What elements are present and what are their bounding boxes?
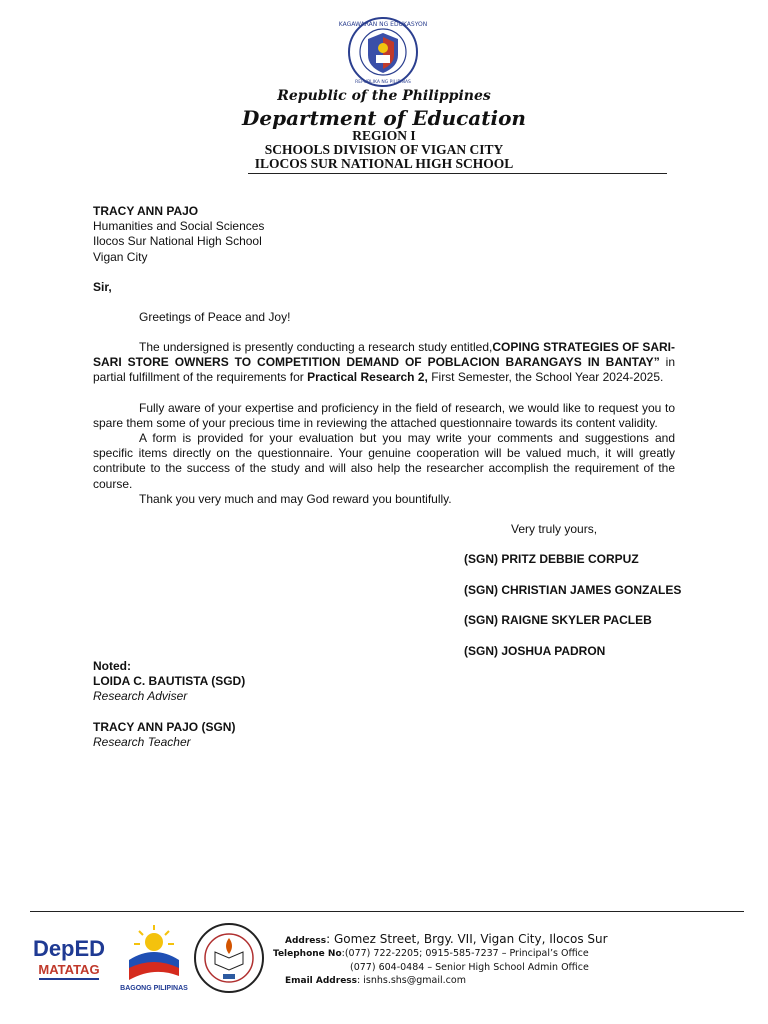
signatory: (SGN) RAIGNE SKYLER PACLEB [464,613,652,627]
paragraph-request: Fully aware of your expertise and proficiency in the field of research, we would like to request you to spare them some of your precious time in reviewing the attached questionnaire towards its content validity. [93,401,675,431]
p1-lead: The undersigned is presently conducting a research study entitled, [139,340,493,354]
teacher-name: TRACY ANN PAJO (SGN) [93,720,236,734]
address-label: Address [285,936,327,946]
seal-text: KAGAWARAN NG EDUKASYON [338,21,428,28]
school-line: ILOCOS SUR NATIONAL HIGH SCHOOL [254,156,514,171]
footer-telephone-2: (077) 604-0484 – Senior High School Admin Office [350,962,589,973]
deped-logo-text: DepED [32,936,106,961]
course-name: Practical Research 2, [307,370,428,385]
bagong-pilipinas-logo [119,922,189,992]
thanks-line: Thank you very much and may God reward you bountifully. [139,492,452,506]
footer-address [285,932,608,946]
study-title: COPING STRATEGIES OF SARI-SARI STORE OWNERS TO COMPETITION DEMAND OF POBLACION BARANGAYS IN BANTAY” [93,340,675,370]
deped-seal-logo [338,17,428,87]
deped-matatag-logo [31,930,107,986]
matatag-logo-text: MATATAG [38,962,100,977]
recipient-school: Ilocos Sur National High School [93,234,262,249]
greeting: Greetings of Peace and Joy! [139,310,291,324]
noted-block [93,659,245,705]
paragraph-form: A form is provided for your evaluation but you may write your comments and suggestions and specific items directly on the questionnaire. Your genuine cooperation will be valued much, it will greatly contribute to the success of the study and will also help the researcher accomplish the requirement of the course. [93,431,675,491]
region-line: REGION I [352,128,416,143]
seal-subtext: REPUBLIKA NG PILIPINAS [355,80,411,85]
school-seal-logo [193,922,265,994]
adviser-name: LOIDA C. BAUTISTA (SGD) [93,674,246,689]
closing: Very truly yours, [511,522,598,536]
adviser-role: Research Adviser [93,689,188,704]
footer-telephone [273,948,589,959]
email-label: Email Address [285,976,358,986]
p1-end: First Semester, the School Year 2024-2025. [427,370,664,385]
division-line: SCHOOLS DIVISION OF VIGAN CITY [264,142,504,157]
p1-mid: in partial fulfillment of the requirements for [93,355,675,385]
email-value: : isnhs.shs@gmail.com [357,975,466,986]
footer-divider [30,911,744,912]
signatory: (SGN) PRITZ DEBBIE CORPUZ [464,552,639,566]
signatory: (SGN) JOSHUA PADRON [464,644,606,658]
recipient-name: TRACY ANN PAJO [93,204,199,218]
republic-line: Republic of the Philippines [277,88,491,104]
footer-email [285,975,466,986]
recipient-city: Vigan City [93,249,148,264]
header-divider [248,173,667,174]
teacher-role: Research Teacher [93,735,191,750]
teacher-block [93,720,235,750]
recipient-block [93,204,264,265]
telephone-value: :(077) 722-2205; 0915-585-7237 – Principal’s Office [341,948,589,959]
bagong-logo-text: BAGONG PILIPINAS [120,985,188,992]
recipient-dept: Humanities and Social Sciences [93,219,265,234]
salutation: Sir, [93,280,112,294]
address-value: : Gomez Street, Brgy. VII, Vigan City, Ilocos Sur [326,932,608,946]
noted-label: Noted: [93,659,131,673]
signatory: (SGN) CHRISTIAN JAMES GONZALES [464,583,682,597]
department-title: Department of Education [242,106,526,130]
telephone-label: Telephone No [273,949,342,959]
paragraph-intro [93,340,675,386]
